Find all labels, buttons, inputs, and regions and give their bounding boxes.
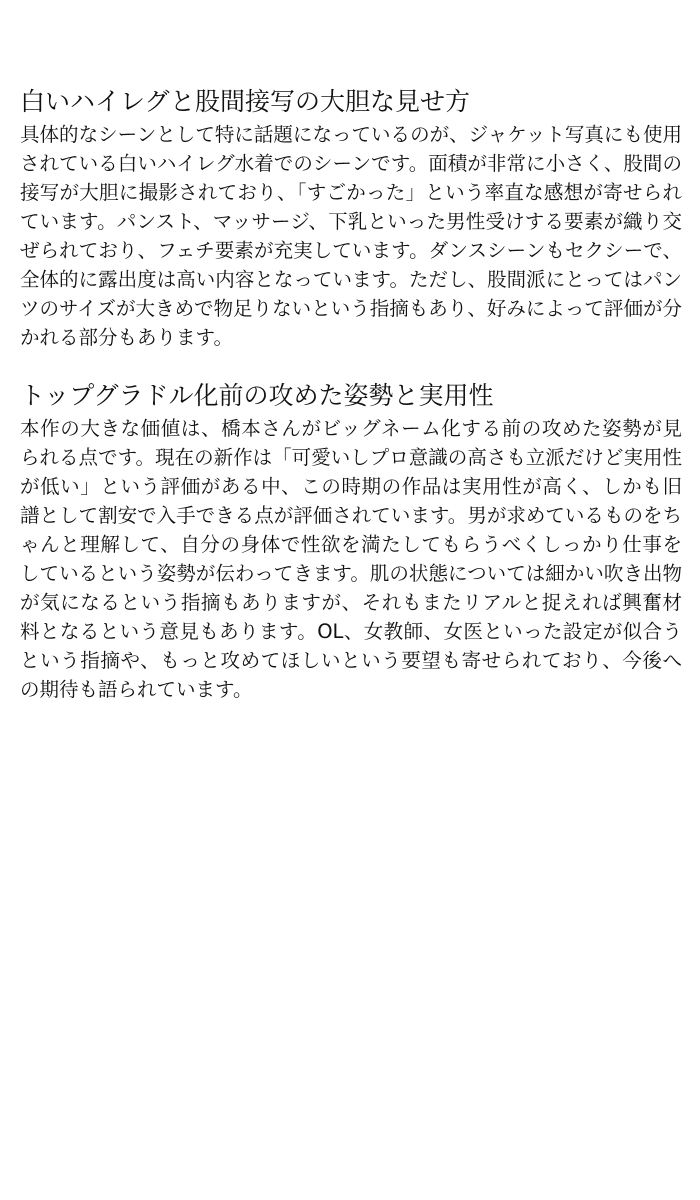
section-heading: 白いハイレグと股間接写の大胆な見せ方 [20, 87, 471, 116]
section-heading: トップグラドル化前の攻めた姿勢と実用性 [20, 381, 494, 410]
section-attitude [20, 380, 682, 704]
section-body: 具体的なシーンとして特に話題になっているのが、ジャケット写真にも使用されている白いハイレグ水着でのシーンです。面積が非常に小さく、股間の接写が大胆に撮影されており、「すごかった」という率直な感想が寄せられています。パンスト、マッサージ、下乳といった男性受けする要素が織り交ぜられており、フェチ要素が充実しています。ダンスシーンもセクシーで、全体的に露出度は高い内容となっています。ただし、股間派にとってはパンツのサイズが大きめで物足りないという指摘もあり、好みによって評価が分かれる部分もあります。 [20, 123, 682, 349]
section-highleg [20, 86, 682, 352]
section-body: 本作の大きな価値は、橋本さんがビッグネーム化する前の攻めた姿勢が見られる点です。現在の新作は「可愛いしプロ意識の高さも立派だけど実用性が低い」という評価がある中、この時期の作品は実用性が高く、しかも旧譜として割安で入手できる点が評価されています。男が求めているものをちゃんと理解して、自分の身体で性欲を満たしてもらうべくしっかり仕事をしているという姿勢が伝わってきます。肌の状態については細かい吹き出物が気になるという指摘もありますが、それもまたリアルと捉えれば興奮材料となるという意見もあります。OL、女教師、女医といった設定が似合うという指摘や、もっと攻めてほしいという要望も寄せられており、今後への期待も語られています。 [20, 417, 682, 701]
